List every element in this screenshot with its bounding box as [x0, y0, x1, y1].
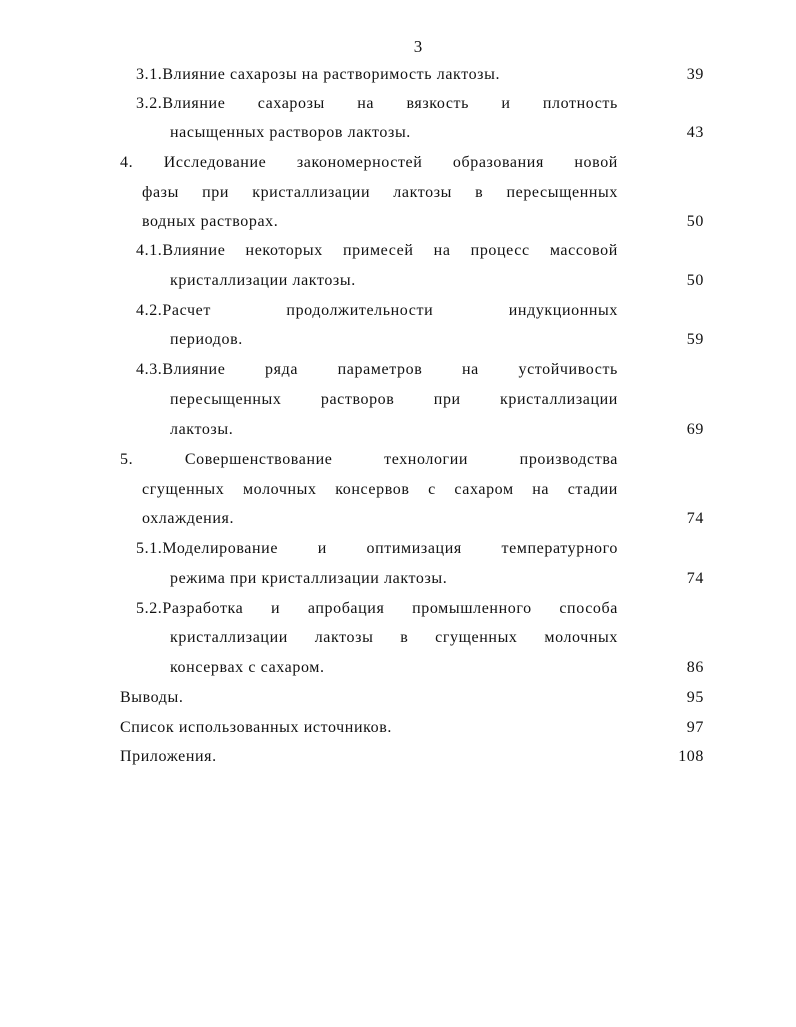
toc-entry-4-line-3: водных растворах.: [142, 213, 279, 230]
toc-entry-5-1-page: 74: [686, 570, 704, 587]
toc-entry-4-page: 50: [686, 213, 704, 230]
toc-entry-4-2-line-1: 4.2.Расчет продолжительности индукционных: [136, 302, 618, 319]
toc-entry-4-2-page: 59: [686, 331, 704, 348]
toc-entry-4-line-2: фазы при кристаллизации лактозы в пересыщенных: [142, 184, 618, 201]
toc-entry-4-3-line-1: 4.3.Влияние ряда параметров на устойчивость: [136, 361, 618, 378]
toc-entry-5-2-line-3: консервах с сахаром.: [170, 659, 325, 676]
toc-entry-conclusions-page: 95: [686, 689, 704, 706]
toc-entry-references-page: 97: [686, 719, 704, 736]
toc-entry-3-2-line-2: насыщенных растворов лактозы.: [170, 124, 411, 141]
toc-entry-3-2-line-1: 3.2.Влияние сахарозы на вязкость и плотность: [136, 95, 618, 112]
toc-entry-4-1-page: 50: [686, 272, 704, 289]
toc-entry-5-1-line-1: 5.1.Моделирование и оптимизация температурного: [136, 540, 618, 557]
toc-entry-5-line-3: охлаждения.: [142, 510, 235, 527]
toc-entry-3-1-line-1: 3.1.Влияние сахарозы на растворимость лактозы.: [136, 66, 501, 83]
toc-entry-4-3-line-2: пересыщенных растворов при кристаллизации: [170, 391, 618, 408]
toc-entry-references: Список использованных источников.: [120, 719, 393, 736]
toc-entry-4-3-page: 69: [686, 421, 704, 438]
toc-entry-3-1-page: 39: [686, 66, 704, 83]
toc-entry-4-2-line-2: периодов.: [170, 331, 243, 348]
toc-entry-appendices-page: 108: [678, 748, 704, 765]
toc-entry-5-line-2: сгущенных молочных консервов с сахаром на стадии: [142, 481, 618, 498]
toc-entry-conclusions: Выводы.: [120, 689, 184, 706]
page-number: 3: [413, 37, 423, 56]
toc-entry-4-1-line-1: 4.1.Влияние некоторых примесей на процесс массовой: [136, 242, 618, 259]
toc-entry-4-1-line-2: кристаллизации лактозы.: [170, 272, 356, 289]
toc-entry-5-2-line-2: кристаллизации лактозы в сгущенных молочных: [170, 629, 618, 646]
toc-entry-5-1-line-2: режима при кристаллизации лактозы.: [170, 570, 448, 587]
toc-entry-5-page: 74: [686, 510, 704, 527]
toc-entry-5-line-1: 5. Совершенствование технологии производства: [120, 451, 618, 468]
toc-entry-appendices: Приложения.: [120, 748, 217, 765]
toc-entry-4-line-1: 4. Исследование закономерностей образования новой: [120, 154, 618, 171]
toc-entry-5-2-page: 86: [686, 659, 704, 676]
toc-entry-5-2-line-1: 5.2.Разработка и апробация промышленного способа: [136, 600, 618, 617]
toc-entry-4-3-line-3: лактозы.: [170, 421, 234, 438]
toc-entry-3-2-page: 43: [686, 124, 704, 141]
